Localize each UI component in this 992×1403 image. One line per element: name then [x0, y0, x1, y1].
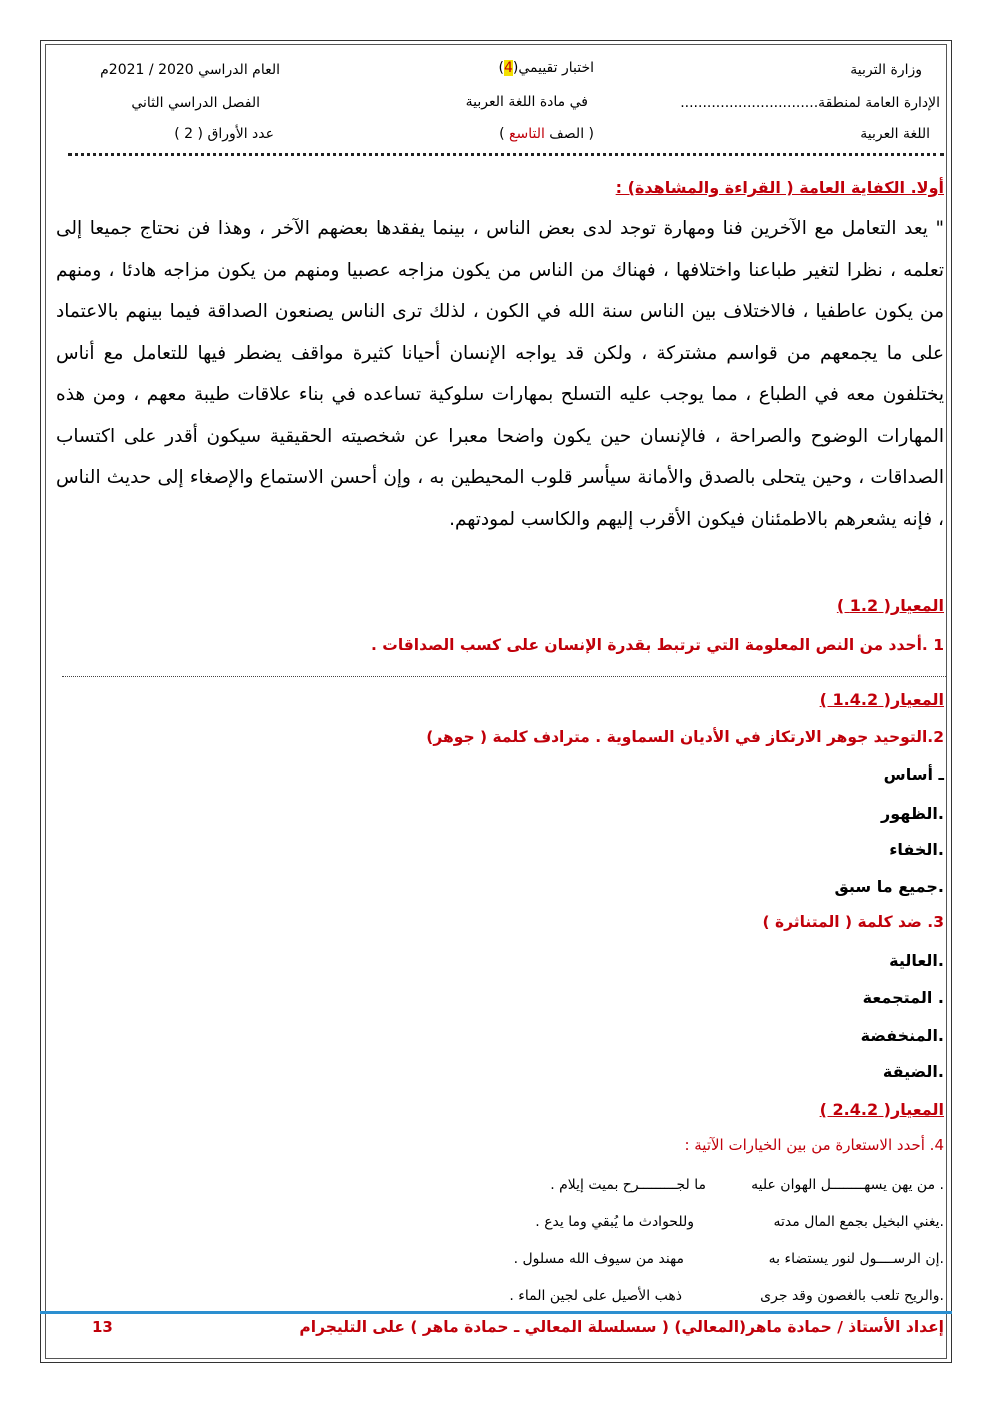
q2-option-3[interactable]: .الخفاء	[889, 840, 944, 859]
q4-option-4-first[interactable]: .والريح تلعب بالغصون وقد جرى	[760, 1288, 944, 1304]
q4-option-3-first[interactable]: .إن الرســــول لنور يستضاء به	[768, 1251, 944, 1267]
section-title: أولا. الكفاية العامة ( القراءة والمشاهدة) :	[615, 178, 944, 197]
standard-1-4-2: المعيار( 1.4.2 )	[819, 690, 944, 709]
header-pages: عدد الأوراق ( 2 )	[174, 126, 274, 142]
exam-suffix: )	[498, 60, 504, 76]
q4-option-1-first[interactable]: . من يهن يسهــــــــل الهوان عليه	[751, 1177, 944, 1193]
answer-line-1[interactable]	[62, 676, 946, 677]
header-exam-title	[498, 60, 594, 76]
header-year: العام الدراسي 2020 / 2021م	[100, 62, 280, 78]
standard-2-4-2: المعيار( 2.4.2 )	[819, 1100, 944, 1119]
reading-passage: " يعد التعامل مع الآخرين فنا ومهارة توجد لدى بعض الناس ، بينما يفقدها بعضهم الآخر ، وهذا فن نحتاج جميعا إلى تعلمه ، نظرا لتغير طباعنا واختلافها ، فهناك من الناس من يكون مزاجه عصبيا ومنهم من يكون مزاجه هادئا ، ومنهم من يكون عاطفيا ، فالاختلاف بين الناس سنة الله في الكون ، لذلك ترى الناس يصنعون الصداقة فيما بينهم بالاعتماد على ما يجمعهم من قواسم مشتركة ، ولكن قد يواجه الإنسان أحيانا كثيرة مواقف يضطر فيها للتعامل مع أناس يختلفون معه في الطباع ، مما يوجب عليه التسلح بمهارات سلوكية تساعده في بناء علاقات طيبة معهم ، ومن هذه المهارات الوضوح والصراحة ، فالإنسان حين يكون واضحا معبرا عن شخصيته الحقيقية سيكون أقدر على اكتساب الصداقات ، وحين يتحلى بالصدق والأمانة سيأسر قلوب المحيطين به ، وإن أحسن الاستماع والإصغاء إلى حديث الناس ، فإنه يشعرهم بالاطمئنان فيكون الأقرب إليهم والكاسب لمودتهم.	[56, 218, 944, 530]
q4-option-4-second: ذهب الأصيل على لجين الماء .	[509, 1288, 682, 1304]
q2-option-4[interactable]: .جميع ما سبق	[834, 877, 944, 896]
q4-option-3-second: مهند من سيوف الله مسلول .	[513, 1251, 684, 1267]
q3-option-3[interactable]: .المنخفضة	[860, 1026, 944, 1045]
header-directorate: الإدارة العامة لمنطقة...............................	[680, 95, 940, 111]
question-4: 4. أحدد الاستعارة من بين الخيارات الآتية :	[684, 1136, 944, 1154]
grade-close: )	[499, 126, 505, 142]
q2-option-2[interactable]: .الظهور	[881, 804, 944, 823]
header-semester: الفصل الدراسي الثاني	[131, 95, 260, 111]
question-2: 2.التوحيد جوهر الارتكاز في الأديان السماوية . مترادف كلمة ( جوهر)	[426, 728, 944, 746]
q4-option-2-first[interactable]: .يغني البخيل بجمع المال مدته	[773, 1214, 944, 1230]
exam-number: 4	[503, 60, 513, 76]
header-grade	[499, 126, 594, 142]
q3-option-2[interactable]: . المتجمعة	[862, 988, 944, 1007]
q3-option-4[interactable]: .الضيقة	[882, 1062, 944, 1081]
q3-option-1[interactable]: .العالية	[889, 951, 944, 970]
header-divider	[68, 153, 944, 156]
q2-option-1[interactable]: ـ أساس	[883, 765, 944, 784]
q4-option-2-second: وللحوادث ما يُبقي وما يدع .	[535, 1214, 694, 1230]
exam-prefix: اختبار تقييمي(	[512, 60, 594, 76]
header-ministry: وزارة التربية	[850, 62, 922, 78]
grade-name: التاسع	[509, 126, 545, 142]
grade-open: ( الصف	[544, 126, 594, 142]
footer-credit: إعداد الأستاذ / حمادة ماهر(المعالي) ( سسلسلة المعالي ـ حمادة ماهر ) على التليجرام	[299, 1318, 944, 1336]
page-number: 13	[92, 1318, 113, 1336]
header-subject: اللغة العربية	[860, 126, 930, 142]
q4-option-1-second: ما لجـــــــــرح بميت إيلام .	[550, 1177, 706, 1193]
footer-rule	[40, 1311, 952, 1314]
header-subject-line: في مادة اللغة العربية	[465, 94, 588, 110]
standard-1-2: المعيار( 1.2 )	[836, 596, 944, 615]
question-3: 3. ضد كلمة ( المتناثرة )	[762, 913, 944, 931]
question-1: 1 .أحدد من النص المعلومة التي ترتبط بقدرة الإنسان على كسب الصداقات .	[370, 636, 944, 654]
